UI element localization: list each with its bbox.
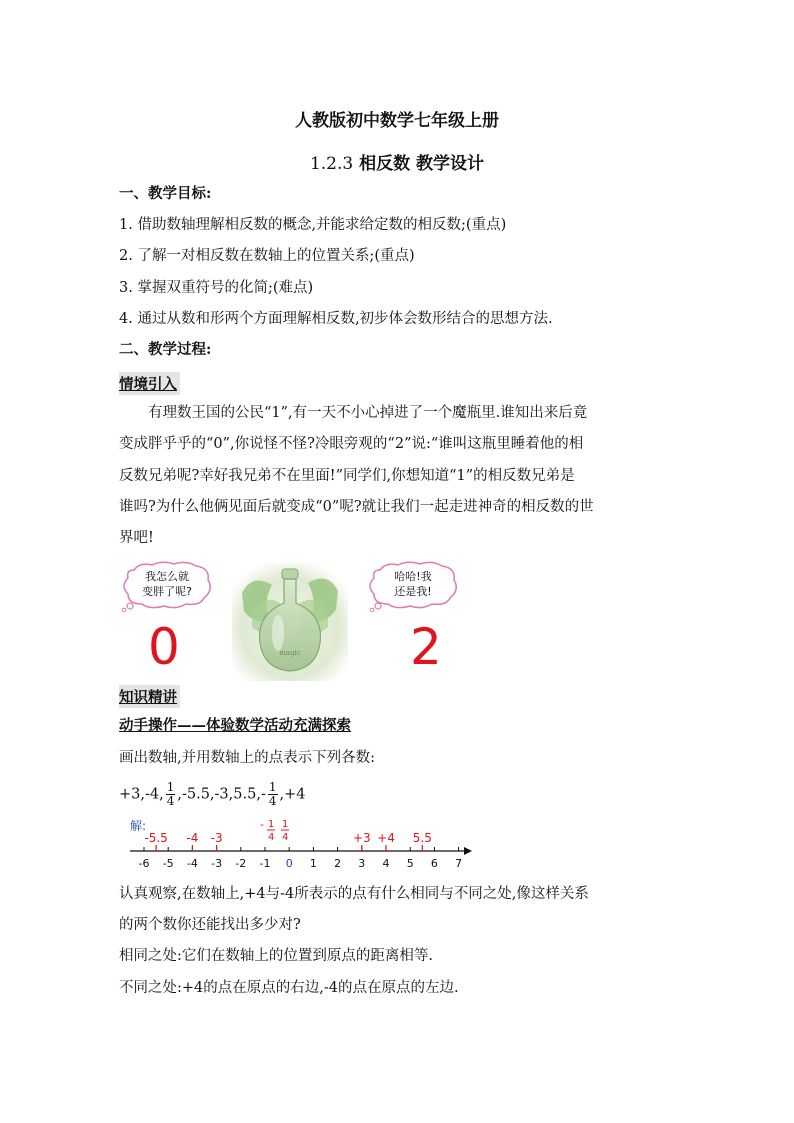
speech-bubble-right bbox=[366, 560, 460, 612]
diff-point-text: 不同之处:+4的点在原点的右边,-4的点在原点的左边. bbox=[119, 980, 459, 996]
fraction-numerator: 1 bbox=[268, 780, 277, 794]
axis-tick-label: 6 bbox=[430, 857, 438, 870]
axis-mark-label: -5.5 bbox=[144, 831, 168, 845]
section-number: 1.2.3 bbox=[309, 154, 354, 174]
axis-tick-label: 0 bbox=[285, 857, 293, 870]
axis-mark-label: +4 bbox=[377, 831, 395, 845]
axis-mark-label: +3 bbox=[352, 831, 371, 845]
section-title: 相反数 教学设计 bbox=[359, 154, 485, 174]
process-heading: 二、教学过程: bbox=[119, 341, 212, 358]
document-subtitle bbox=[0, 149, 794, 174]
solution-label: 解: bbox=[130, 819, 147, 833]
question-line-1: 认真观察,在数轴上,+4与-4所表示的点有什么相同与不同之处,像这样关系 bbox=[119, 886, 589, 902]
number-line-svg bbox=[120, 814, 480, 872]
axis-mark-label: 5.5 bbox=[412, 831, 432, 845]
axis-tick-label: 2 bbox=[334, 857, 342, 870]
axis-tick-label: -1 bbox=[259, 857, 271, 870]
axis-tick-label: -5 bbox=[162, 857, 174, 870]
fraction-denominator: 4 bbox=[268, 794, 277, 808]
speech-bubble-left bbox=[120, 560, 214, 612]
objectives-heading: 一、教学目标: bbox=[119, 185, 212, 202]
frac-minus-sign: - bbox=[260, 818, 264, 831]
fraction-denominator: 4 bbox=[166, 794, 175, 808]
axis-tick-label: 5 bbox=[406, 857, 414, 870]
intro-line-2: 变成胖乎乎的“0”,你说怪不怪?冷眼旁观的“2”说:“谁叫这瓶里睡着他的相 bbox=[119, 436, 584, 452]
axis-tick-label: -3 bbox=[211, 857, 223, 870]
axis-arrow-icon bbox=[464, 847, 472, 855]
axis-mark-label: -3 bbox=[210, 831, 223, 845]
numbers-part-b: ,-5.5,-3,5.5, bbox=[177, 786, 261, 803]
knowledge-heading: 知识精讲 bbox=[119, 685, 180, 708]
intro-line-4: 谁吗?为什么他俩见面后就变成“0”呢?就让我们一起走进神奇的相反数的世 bbox=[119, 499, 594, 515]
number-line-figure bbox=[120, 814, 480, 872]
frac-den-a: 4 bbox=[268, 832, 275, 843]
axis-tick-label: -2 bbox=[235, 857, 247, 870]
axis-tick-label: 7 bbox=[455, 857, 463, 870]
objective-item-4: 4. 通过从数和形两个方面理解相反数,初步体会数形结合的思想方法. bbox=[119, 311, 553, 327]
axis-mark-label: -4 bbox=[186, 831, 199, 845]
bubble-left-line-1: 我怎么就 bbox=[145, 570, 189, 583]
intro-heading: 情境引入 bbox=[119, 372, 180, 395]
same-point-text: 相同之处:它们在数轴上的位置到原点的距离相等. bbox=[119, 948, 433, 964]
axis-tick-label: 3 bbox=[358, 857, 366, 870]
numbers-part-c: ,+4 bbox=[279, 786, 306, 803]
fraction-numerator: 1 bbox=[166, 780, 175, 794]
digit-zero: 0 bbox=[148, 618, 180, 676]
digit-two: 2 bbox=[410, 618, 442, 676]
objective-item-2: 2. 了解一对相反数在数轴上的位置关系;(重点) bbox=[119, 248, 415, 264]
objective-item-1: 1. 借助数轴理解相反数的概念,并能求给定数的相反数;(重点) bbox=[119, 217, 507, 233]
numbers-part-a: +3,-4, bbox=[119, 786, 164, 803]
fraction-quarter bbox=[166, 781, 176, 808]
minus-sign: - bbox=[260, 786, 266, 803]
bottle-illustration bbox=[232, 563, 348, 681]
bubble-right-line-1: 哈哈!我 bbox=[394, 570, 432, 583]
frac-num-b: 1 bbox=[282, 819, 289, 830]
document-title: 人教版初中数学七年级上册 bbox=[295, 111, 499, 131]
bubble-right-line-2: 还是我! bbox=[394, 585, 432, 598]
fraction-neg-quarter bbox=[268, 781, 278, 808]
axis-tick-label: -6 bbox=[138, 857, 150, 870]
bottle-label: magic bbox=[279, 649, 301, 657]
objective-item-3: 3. 掌握双重符号的化简;(难点) bbox=[119, 280, 314, 296]
number-list bbox=[119, 781, 305, 808]
bubble-left-line-2: 变胖了呢? bbox=[142, 585, 192, 598]
activity-heading: 动手操作——体验数学活动充满探索 bbox=[119, 717, 351, 734]
axis-tick-label: -4 bbox=[186, 857, 198, 870]
intro-line-1: 有理数王国的公民“1”,有一天不小心掉进了一个魔瓶里.谁知出来后竟 bbox=[148, 405, 588, 421]
intro-line-3: 反数兄弟呢?幸好我兄弟不在里面!”同学们,你想知道“1”的相反数兄弟是 bbox=[119, 468, 575, 484]
frac-den-b: 4 bbox=[282, 832, 289, 843]
axis-tick-label: 1 bbox=[309, 857, 317, 870]
intro-line-5: 界吧! bbox=[119, 530, 154, 546]
question-line-2: 的两个数你还能找出多少对? bbox=[119, 917, 301, 933]
frac-num-a: 1 bbox=[268, 819, 275, 830]
magic-bottle-image bbox=[232, 563, 348, 681]
axis-tick-label: 4 bbox=[382, 857, 390, 870]
task-text: 画出数轴,并用数轴上的点表示下列各数: bbox=[119, 750, 375, 766]
